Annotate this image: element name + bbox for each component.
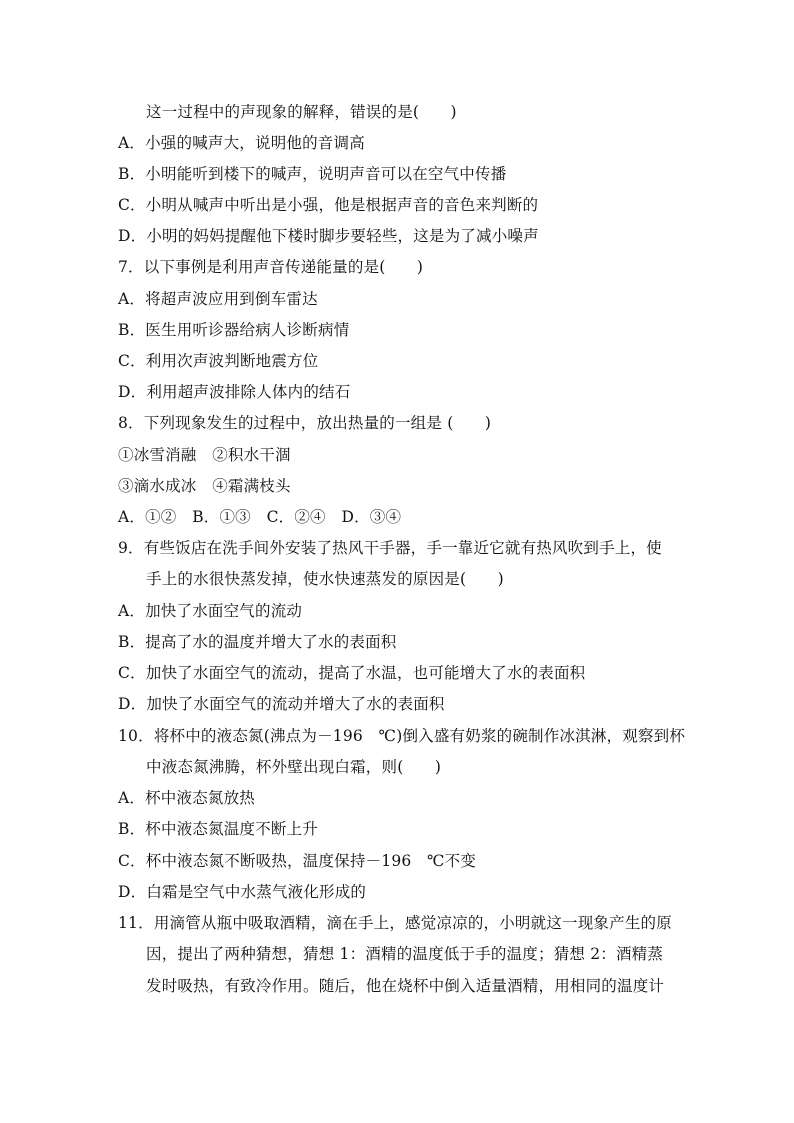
option-d: D．白霜是空气中水蒸气液化形成的: [118, 883, 367, 901]
question-11-continued: 因，提出了两种猜想，猜想 1：酒精的温度低于手的温度；猜想 2：酒精蒸: [146, 945, 664, 963]
option-a: A．加快了水面空气的流动: [118, 602, 303, 620]
statement-line: ③滴水成冰 ④霜满枝头: [118, 477, 291, 495]
option-b: B．杯中液态氮温度不断上升: [118, 820, 318, 838]
option-c: C．杯中液态氮不断吸热，温度保持－196 ℃不变: [118, 852, 477, 870]
question-8: 8．下列现象发生的过程中，放出热量的一组是 ( ): [118, 414, 492, 432]
question-11-continued: 发时吸热，有致冷作用。随后，他在烧杯中倒入适量酒精，用相同的温度计: [146, 977, 665, 995]
question-9-continued: 手上的水很快蒸发掉，使水快速蒸发的原因是( ): [146, 570, 504, 588]
option-d: D．利用超声波排除人体内的结石: [118, 383, 351, 401]
question-10-continued: 中液态氮沸腾，杯外壁出现白霜，则( ): [146, 758, 442, 776]
option-a: A．将超声波应用到倒车雷达: [118, 290, 318, 308]
option-d: D．加快了水面空气的流动并增大了水的表面积: [118, 695, 445, 713]
question-9: 9．有些饭店在洗手间外安装了热风干手器，手一靠近它就有热风吹到手上，使: [118, 539, 662, 557]
option-b: B．提高了水的温度并增大了水的表面积: [118, 633, 397, 651]
question-7: 7．以下事例是利用声音传递能量的是( ): [118, 258, 424, 276]
question-10: 10．将杯中的液态氮(沸点为－196 ℃)倒入盛有奶浆的碗制作冰淇淋，观察到杯: [118, 727, 686, 745]
option-b: B．医生用听诊器给病人诊断病情: [118, 321, 350, 339]
option-a: A．小强的喊声大，说明他的音调高: [118, 134, 365, 152]
option-b: B．小明能听到楼下的喊声，说明声音可以在空气中传播: [118, 165, 507, 183]
option-c: C．小明从喊声中听出是小强，他是根据声音的音色来判断的: [118, 196, 539, 214]
statement-line: ①冰雪消融 ②积水干涸: [118, 446, 291, 464]
option-c: C．加快了水面空气的流动，提高了水温，也可能增大了水的表面积: [118, 664, 586, 682]
option-c: C．利用次声波判断地震方位: [118, 352, 319, 370]
option-a: A．杯中液态氮放热: [118, 789, 255, 807]
option-d: D．小明的妈妈提醒他下楼时脚步要轻些，这是为了减小噪声: [118, 227, 539, 245]
question-11: 11．用滴管从瓶中吸取酒精，滴在手上，感觉凉凉的，小明就这一现象产生的原: [118, 914, 672, 932]
text-line: 这一过程中的声现象的解释，错误的是( ): [146, 103, 457, 121]
options-line: A．①② B．①③ C．②④ D．③④: [118, 508, 402, 526]
